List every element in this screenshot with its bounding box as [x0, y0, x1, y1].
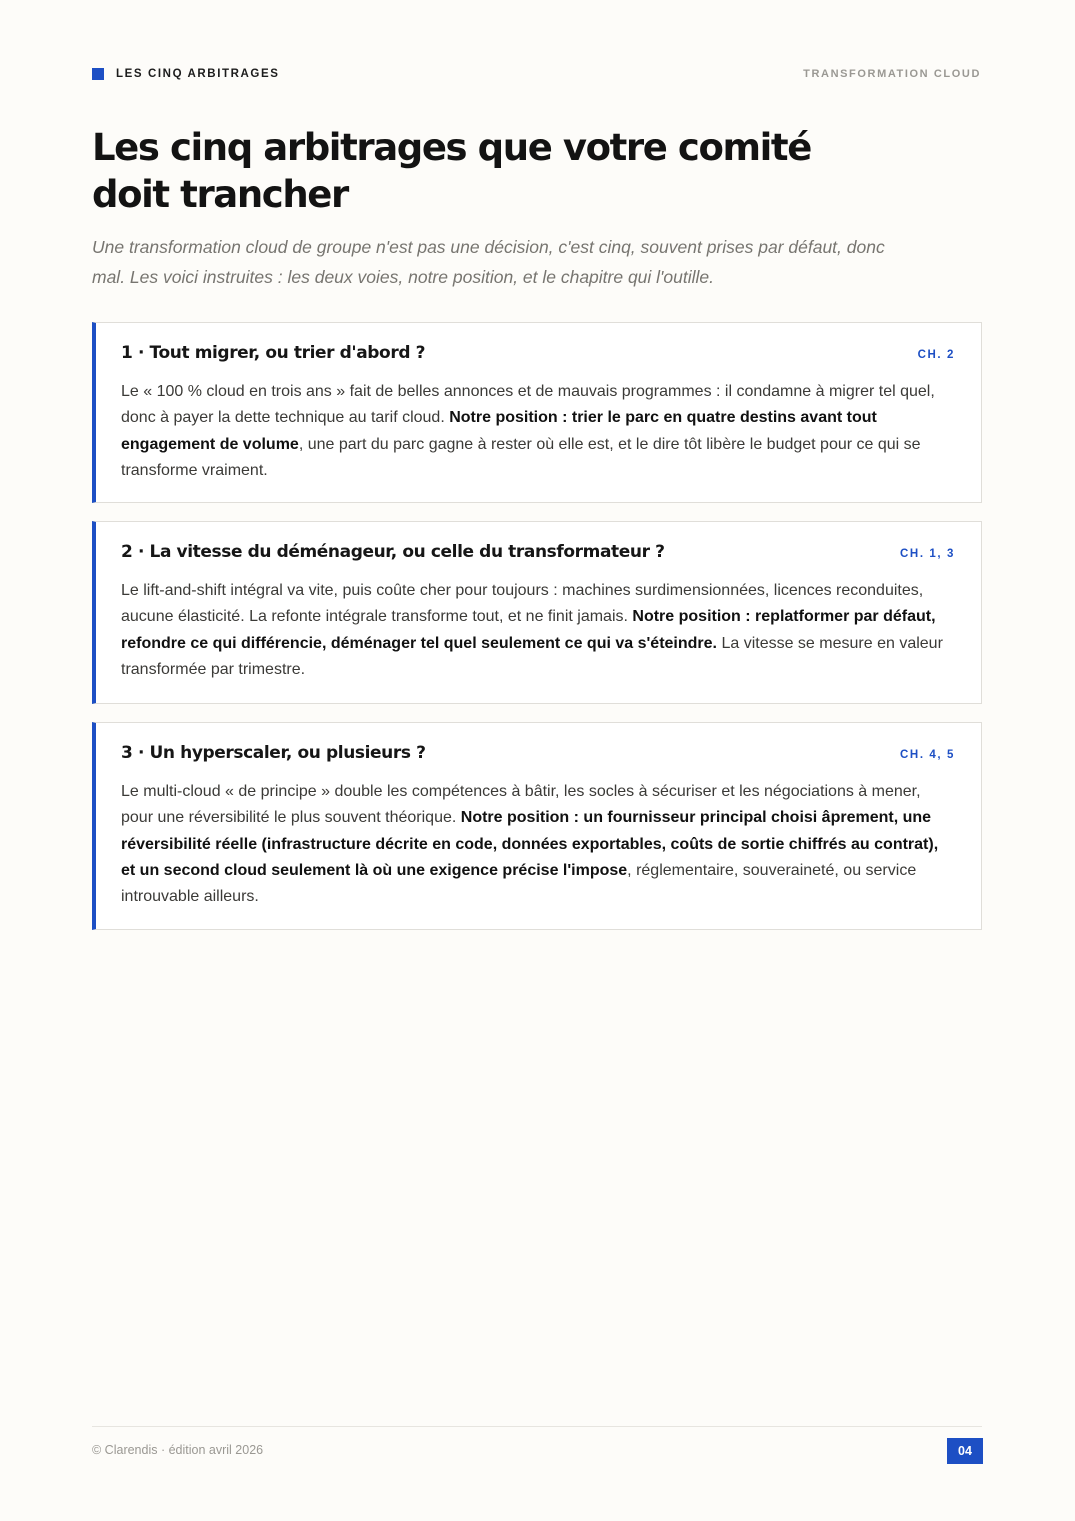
page-number: 04 — [947, 1438, 983, 1464]
page-title: Les cinq arbitrages que votre comité doit trancher — [92, 126, 811, 216]
chapter-reference: CH. 4, 5 — [900, 749, 955, 761]
card-position-statement: Notre position : replatformer par défaut, refondre ce qui différencie, déménager tel quel seulement ce qui va s'éteindre. — [121, 608, 936, 652]
card-body — [121, 578, 951, 683]
card-body-text-end: , réglementaire, souveraineté, ou service introuvable ailleurs. — [121, 861, 917, 906]
section-kicker — [92, 68, 280, 80]
card-title: 3 · Un hyperscaler, ou plusieurs ? — [121, 743, 426, 763]
chapter-reference: CH. 2 — [917, 349, 955, 361]
card-header — [121, 743, 955, 763]
arbitrage-card-3 — [92, 722, 982, 930]
section-kicker-label: LES CINQ ARBITRAGES — [116, 68, 280, 80]
document-running-head: TRANSFORMATION CLOUD — [803, 68, 981, 80]
running-header — [92, 66, 981, 82]
card-body-text-end: , une part du parc gagne à rester où elle est, et le dire tôt libère le budget pour ce qui se transforme vraiment. — [121, 435, 921, 479]
arbitrage-card-2 — [92, 521, 982, 704]
card-header — [121, 343, 955, 363]
card-body — [121, 779, 951, 910]
footer-divider — [92, 1426, 982, 1427]
lead-paragraph: Une transformation cloud de groupe n'est pas une décision, c'est cinq, souvent prises par défaut, donc mal. Les voici instruites : les deux voies, notre position, et le chapitre qui l'outille. — [92, 237, 885, 287]
card-body-text-end: La vitesse se mesure en valeur transformée par trimestre. — [121, 634, 943, 678]
arbitrage-card-1 — [92, 322, 982, 503]
card-position-statement: Notre position : trier le parc en quatre destins avant tout engagement de volume — [121, 409, 877, 453]
footer-credit: © Clarendis · édition avril 2026 — [92, 1443, 264, 1457]
card-body-text: Le lift-and-shift intégral va vite, puis coûte cher pour toujours : machines surdimensionnées, licences reconduites, aucune élasticité. La refonte intégrale transforme tout, et ne finit jamais. — [121, 582, 924, 626]
square-bullet-icon — [92, 68, 104, 80]
chapter-reference: CH. 1, 3 — [900, 548, 955, 560]
card-title: 1 · Tout migrer, ou trier d'abord ? — [121, 343, 426, 363]
card-header — [121, 542, 955, 562]
card-body — [121, 379, 951, 484]
card-position-statement: Notre position : un fournisseur principal choisi âprement, une réversibilité réelle (infrastructure décrite en code, données exportables, coûts de sortie chiffrés au contrat), et un second cloud seulement là où une exigence précise l'impose — [121, 809, 939, 879]
card-body-text: Le multi-cloud « de principe » double les compétences à bâtir, les socles à sécuriser et les négociations à mener, pour une réversibilité le plus souvent théorique. — [121, 783, 921, 827]
card-title: 2 · La vitesse du déménageur, ou celle du transformateur ? — [121, 542, 665, 562]
card-body-text: Le « 100 % cloud en trois ans » fait de belles annonces et de mauvais programmes : il condamne à migrer tel quel, donc à payer la dette technique au tarif cloud. — [121, 383, 935, 427]
